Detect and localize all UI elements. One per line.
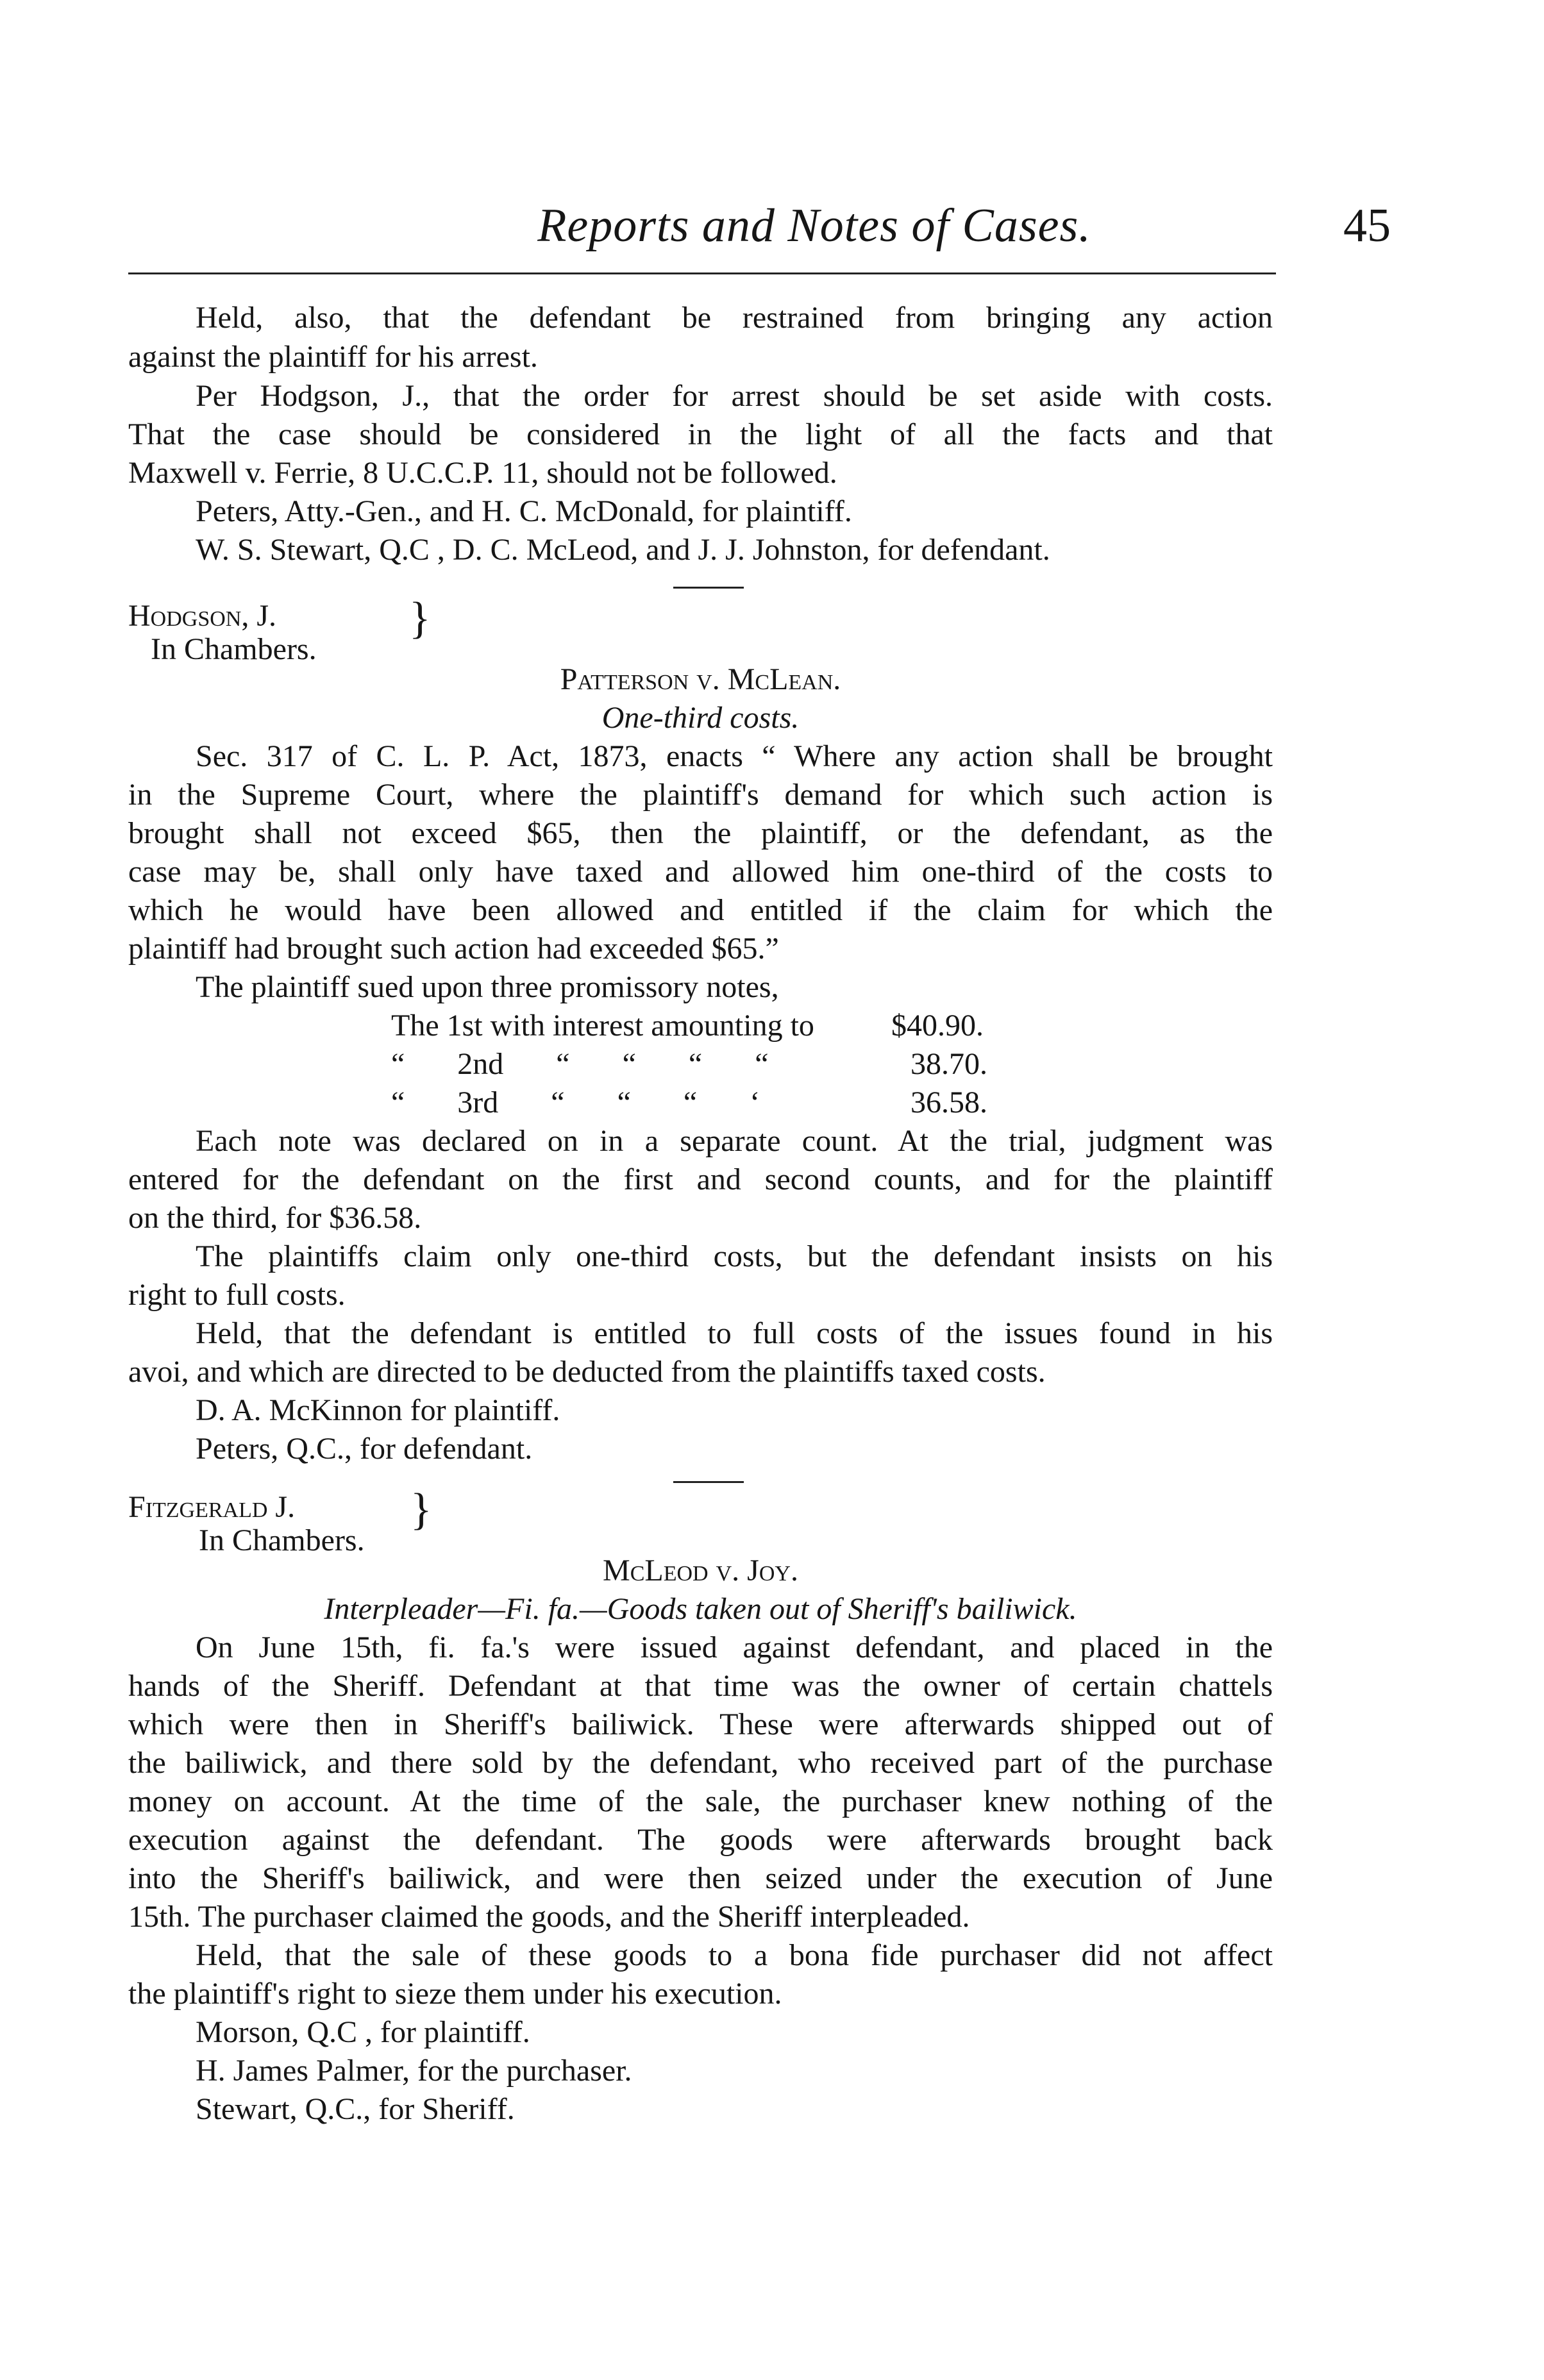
paragraph-line: avoi, and which are directed to be deducted from the plaintiffs taxed costs. [128,1355,1046,1389]
paragraph-line: entered for the defendant on the first and second counts, and for the plaintiff [128,1162,1273,1196]
paragraph-line: Held, that the defendant is entitled to full costs of the issues found in his [196,1316,1273,1350]
judge-name: Hodgson, J. [128,599,277,633]
counsel-line: Stewart, Q.C., for Sheriff. [196,2092,515,2126]
paragraph-line: The plaintiffs claim only one-third costs, but the defendant insists on his [196,1239,1273,1273]
paragraph-line: Per Hodgson, J., that the order for arrest should be set aside with costs. [196,379,1273,413]
paragraph-line: Maxwell v. Ferrie, 8 U.C.C.P. 11, should not be followed. [128,456,837,490]
chambers-label: In Chambers. [151,632,317,666]
paragraph-line: The plaintiff sued upon three promissory notes, [196,970,779,1004]
header-rule [128,272,1276,274]
case-separator [673,1481,744,1483]
case-separator [673,587,744,589]
brace-icon: } [410,1485,432,1534]
paragraph-line: plaintiff had brought such action had exceeded $65.” [128,932,779,966]
note-amount: $40.90. [891,1009,984,1043]
paragraph-line: Held, that the sale of these goods to a bona fide purchaser did not affect [196,1938,1273,1972]
paragraph-line: right to full costs. [128,1278,346,1312]
running-title: Reports and Notes of Cases. [537,199,1091,252]
case-subtitle: One-third costs. [601,701,800,735]
paragraph-line: which he would have been allowed and entitled if the claim for which the [128,893,1273,927]
counsel-line: D. A. McKinnon for plaintiff. [196,1393,560,1427]
note-label: “ 3rd “ “ “ ‘ [391,1085,760,1119]
paragraph-line: case may be, shall only have taxed and allowed him one-third of the costs to [128,855,1273,889]
case-title: McLeod v. Joy. [603,1554,798,1588]
paragraph-line: on the third, for $36.58. [128,1201,422,1235]
note-label: The 1st with interest amounting to [391,1009,814,1043]
paragraph-line: into the Sheriff's bailiwick, and were then seized under the execution of June [128,1861,1273,1895]
note-amount: 36.58. [910,1085,987,1119]
case-title: Patterson v. McLean. [560,662,841,696]
paragraph-line: Held, also, that the defendant be restrained from bringing any action [196,301,1273,335]
paragraph-line: Each note was declared on in a separate count. At the trial, judgment was [196,1124,1273,1158]
paragraph-line: hands of the Sheriff. Defendant at that time was the owner of certain chattels [128,1669,1273,1703]
paragraph-line: execution against the defendant. The goods were afterwards brought back [128,1823,1273,1857]
judge-name: Fitzgerald J. [128,1490,296,1524]
paragraph-line: the plaintiff's right to sieze them under his execution. [128,1977,782,2011]
paragraph-line: brought shall not exceed $65, then the plaintiff, or the defendant, as the [128,816,1273,850]
case-subtitle: Interpleader—Fi. fa.—Goods taken out of Sheriff's bailiwick. [324,1592,1077,1626]
paragraph-line: which were then in Sheriff's bailiwick. These were afterwards shipped out of [128,1707,1273,1741]
counsel-line: H. James Palmer, for the purchaser. [196,2054,632,2088]
judge-block [128,599,317,666]
paragraph-line: money on account. At the time of the sale, the purchaser knew nothing of the [128,1784,1273,1818]
counsel-line: Morson, Q.C , for plaintiff. [196,2015,530,2049]
brace-icon: } [409,594,431,643]
notes-row [391,1007,814,1045]
counsel-line: Peters, Q.C., for defendant. [196,1432,533,1466]
note-label: “ 2nd “ “ “ “ [391,1047,769,1081]
paragraph-line: 15th. The purchaser claimed the goods, and the Sheriff interpleaded. [128,1900,970,1934]
running-head [128,199,1391,276]
paragraph-line: On June 15th, fi. fa.'s were issued against defendant, and placed in the [196,1630,1273,1664]
page-number: 45 [1343,199,1391,252]
judge-block [128,1491,365,1557]
paragraph-line: in the Supreme Court, where the plaintiff's demand for which such action is [128,778,1273,812]
paragraph-line: Sec. 317 of C. L. P. Act, 1873, enacts “ Where any action shall be brought [196,739,1273,773]
paragraph-line: the bailiwick, and there sold by the defendant, who received part of the purchase [128,1746,1273,1780]
counsel-line: W. S. Stewart, Q.C , D. C. McLeod, and J. J. Johnston, for defendant. [196,533,1050,567]
paragraph-line: That the case should be considered in the light of all the facts and that [128,417,1273,451]
paragraph-line: against the plaintiff for his arrest. [128,340,538,374]
counsel-line: Peters, Atty.-Gen., and H. C. McDonald, for plaintiff. [196,494,852,528]
note-amount: 38.70. [910,1047,987,1081]
chambers-label: In Chambers. [199,1523,365,1557]
